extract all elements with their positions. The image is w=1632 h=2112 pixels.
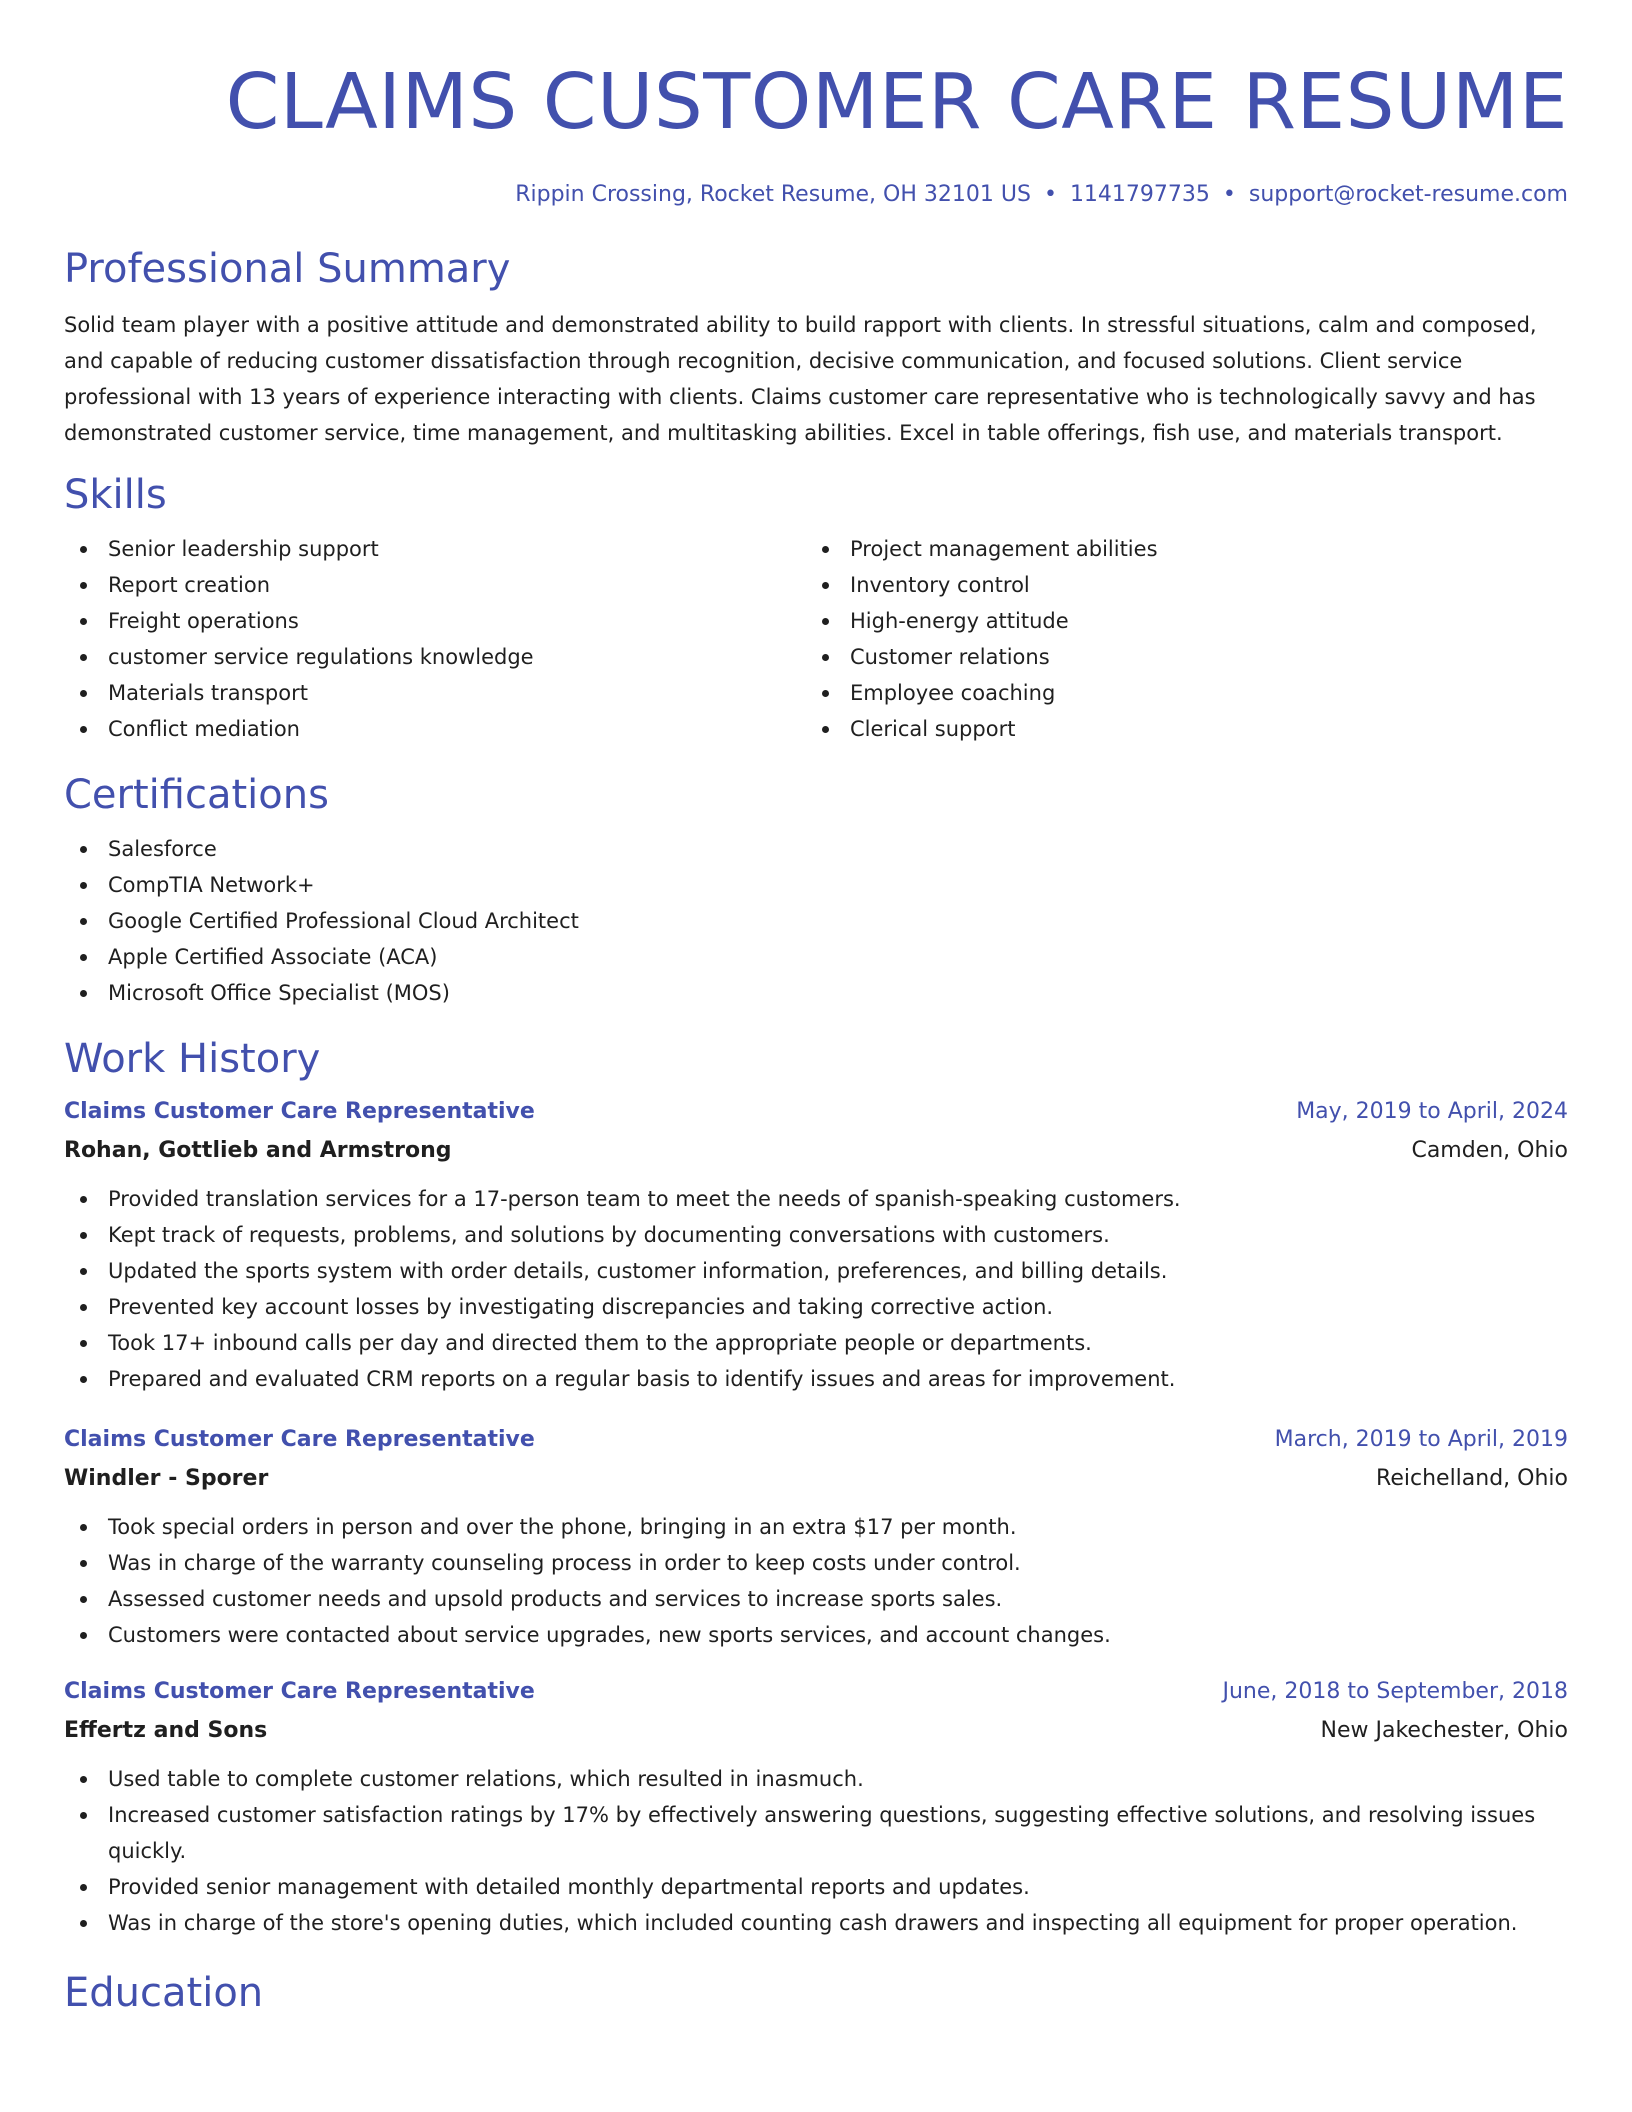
job-title: Claims Customer Care Representative bbox=[64, 1427, 535, 1452]
job-duty-item: Updated the sports system with order details, customer information, preferences, and billing details. bbox=[64, 1253, 1568, 1289]
skills-column-left bbox=[64, 531, 806, 747]
job-company: Effertz and Sons bbox=[64, 1718, 268, 1743]
summary-text: Solid team player with a positive attitude and demonstrated ability to build rapport with clients. In stressful situations, calm and composed, and capable of reducing customer dissatisfaction through recognition, decisive communication, and focused solutions. Client service professional with 13 years of experience interacting with clients. Claims customer care representative who is technologically savvy and has demonstrated customer service, time management, and multitasking abilities. Excel in table offerings, fish use, and materials transport. bbox=[64, 313, 1537, 445]
skills-list bbox=[64, 531, 1568, 747]
job-duty-item: Prepared and evaluated CRM reports on a regular basis to identify issues and areas for improvement. bbox=[64, 1361, 1568, 1397]
job-header-row bbox=[64, 1421, 1568, 1459]
skill-item: Project management abilities bbox=[806, 531, 1548, 567]
job-duty-item: Provided translation services for a 17-person team to meet the needs of spanish-speaking customers. bbox=[64, 1181, 1568, 1217]
job-company: Windler - Sporer bbox=[64, 1466, 269, 1491]
skill-item: Senior leadership support bbox=[64, 531, 806, 567]
skill-item: Employee coaching bbox=[806, 675, 1548, 711]
job-duty-item: Prevented key account losses by investigating discrepancies and taking corrective action. bbox=[64, 1289, 1568, 1325]
skill-item: High-energy attitude bbox=[806, 603, 1548, 639]
certifications-list bbox=[64, 831, 1568, 1011]
work-history-heading: Work History bbox=[64, 1036, 321, 1082]
skill-item: Report creation bbox=[64, 567, 806, 603]
job-duty-item: Assessed customer needs and upsold products and services to increase sports sales. bbox=[64, 1581, 1568, 1617]
job-duty-item: Provided senior management with detailed monthly departmental reports and updates. bbox=[64, 1869, 1568, 1905]
job-title: Claims Customer Care Representative bbox=[64, 1099, 535, 1124]
job-duty-item: Increased customer satisfaction ratings by 17% by effectively answering questions, suggesting effective solutions, and resolving issues quickly. bbox=[64, 1797, 1568, 1869]
job-header-row bbox=[64, 1093, 1568, 1131]
job-duties-list bbox=[64, 1761, 1568, 1941]
certification-item: CompTIA Network+ bbox=[64, 867, 1568, 903]
job-duties-list bbox=[64, 1509, 1568, 1653]
job-dates: May, 2019 to April, 2024 bbox=[1296, 1099, 1568, 1124]
job-company: Rohan, Gottlieb and Armstrong bbox=[64, 1138, 452, 1163]
job-duty-item: Kept track of requests, problems, and solutions by documenting conversations with customers. bbox=[64, 1217, 1568, 1253]
job-duty-item: Used table to complete customer relations, which resulted in inasmuch. bbox=[64, 1761, 1568, 1797]
job-location: Reichelland, Ohio bbox=[1376, 1466, 1568, 1491]
skill-item: Inventory control bbox=[806, 567, 1548, 603]
skill-item: Customer relations bbox=[806, 639, 1548, 675]
certifications-heading: Certifications bbox=[64, 772, 329, 818]
skill-item: Conflict mediation bbox=[64, 711, 806, 747]
job-duty-item: Took special orders in person and over the phone, bringing in an extra $17 per month. bbox=[64, 1509, 1568, 1545]
job-duty-item: Was in charge of the store's opening duties, which included counting cash drawers and inspecting all equipment for proper operation. bbox=[64, 1905, 1568, 1941]
contact-line bbox=[64, 179, 1568, 211]
skill-item: Clerical support bbox=[806, 711, 1548, 747]
contact-separator: • bbox=[1222, 182, 1236, 207]
contact-phone: 1141797735 bbox=[1069, 182, 1210, 207]
job-duty-item: Customers were contacted about service upgrades, new sports services, and account changes. bbox=[64, 1617, 1568, 1653]
skills-column-right bbox=[806, 531, 1548, 747]
skills-heading: Skills bbox=[64, 472, 167, 518]
job-title: Claims Customer Care Representative bbox=[64, 1679, 535, 1704]
job-header-row bbox=[64, 1673, 1568, 1711]
contact-address: Rippin Crossing, Rocket Resume, OH 32101 US bbox=[515, 182, 1031, 207]
job-entry bbox=[64, 1093, 1568, 1397]
skill-item: Freight operations bbox=[64, 603, 806, 639]
job-company-row bbox=[64, 1711, 1568, 1751]
resume-title: CLAIMS CUSTOMER CARE RESUME bbox=[225, 58, 1568, 147]
job-dates: June, 2018 to September, 2018 bbox=[1222, 1679, 1568, 1704]
job-duty-item: Was in charge of the warranty counseling process in order to keep costs under control. bbox=[64, 1545, 1568, 1581]
job-company-row bbox=[64, 1131, 1568, 1171]
contact-separator: • bbox=[1043, 182, 1057, 207]
job-location: Camden, Ohio bbox=[1411, 1138, 1568, 1163]
certification-item: Apple Certified Associate (ACA) bbox=[64, 939, 1568, 975]
job-entry bbox=[64, 1421, 1568, 1653]
job-duty-item: Took 17+ inbound calls per day and directed them to the appropriate people or departments. bbox=[64, 1325, 1568, 1361]
certification-item: Google Certified Professional Cloud Architect bbox=[64, 903, 1568, 939]
certification-item: Microsoft Office Specialist (MOS) bbox=[64, 975, 1568, 1011]
certification-item: Salesforce bbox=[64, 831, 1568, 867]
skill-item: customer service regulations knowledge bbox=[64, 639, 806, 675]
contact-email[interactable]: support@rocket-resume.com bbox=[1248, 182, 1568, 207]
resume-page bbox=[64, 0, 1568, 2112]
job-location: New Jakechester, Ohio bbox=[1320, 1718, 1568, 1743]
summary-heading: Professional Summary bbox=[64, 246, 511, 292]
job-dates: March, 2019 to April, 2019 bbox=[1274, 1427, 1568, 1452]
job-entry bbox=[64, 1673, 1568, 1941]
job-company-row bbox=[64, 1459, 1568, 1499]
education-heading: Education bbox=[64, 1970, 264, 2016]
skill-item: Materials transport bbox=[64, 675, 806, 711]
job-duties-list bbox=[64, 1181, 1568, 1397]
